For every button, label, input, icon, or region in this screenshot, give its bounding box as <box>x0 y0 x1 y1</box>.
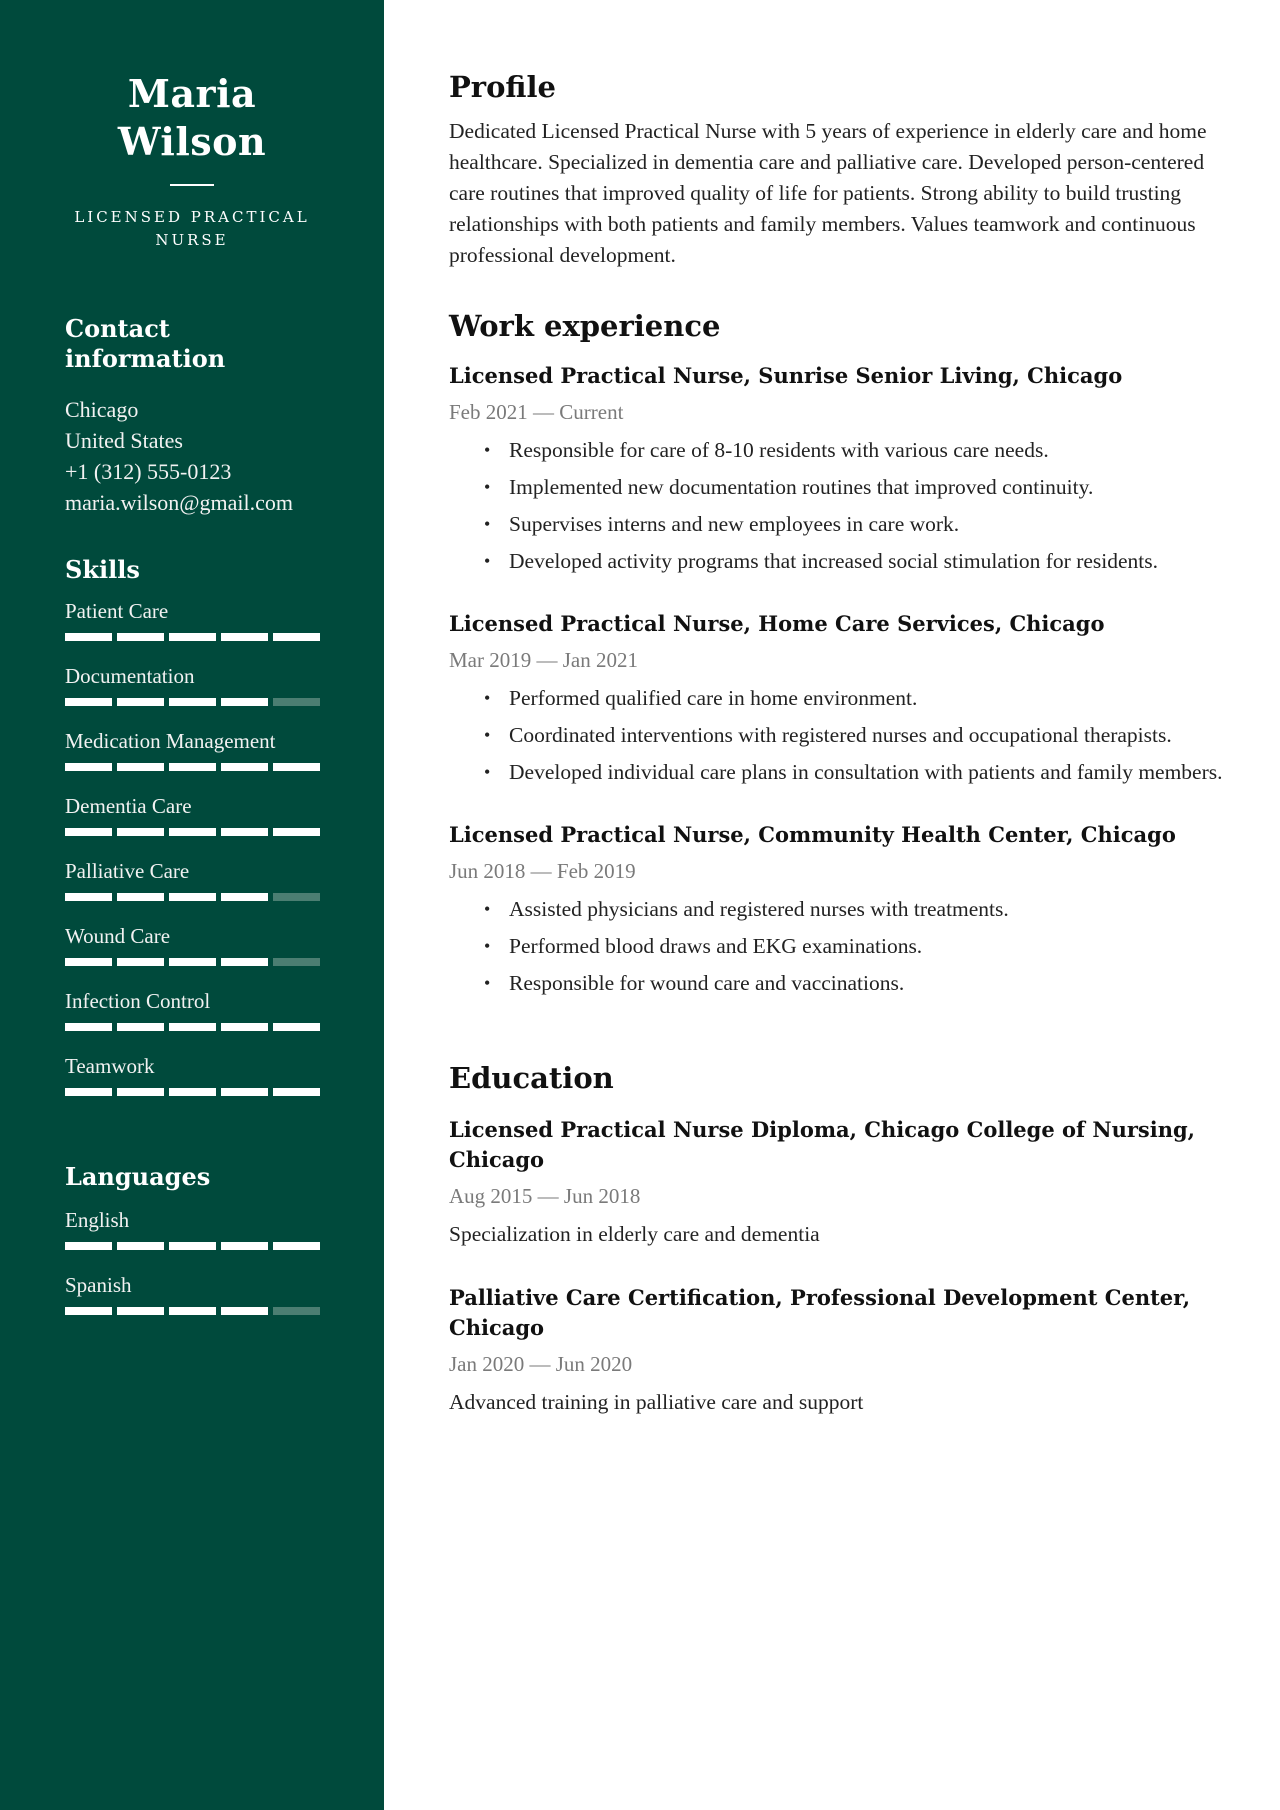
contact-list <box>65 394 319 518</box>
rating-segment-filled <box>65 1023 112 1031</box>
rating-segment-filled <box>273 1023 320 1031</box>
rating-segment-filled <box>65 633 112 641</box>
education-title: Licensed Practical Nurse Diploma, Chicago College of Nursing, Chicago <box>449 1117 1195 1172</box>
sidebar <box>0 0 384 1810</box>
job-bullet: • Performed qualified care in home environment. <box>484 683 1229 714</box>
education-entry <box>449 1115 1229 1249</box>
rating-segment-filled <box>169 1023 216 1031</box>
education-entry <box>449 1283 1229 1417</box>
job-bullet: • Assisted physicians and registered nurses with treatments. <box>484 894 1229 925</box>
rating-segment-filled <box>117 1242 164 1250</box>
rating-segment-filled <box>221 763 268 771</box>
job-entry <box>449 609 1229 788</box>
job-title: Licensed Practical Nurse, Community Health Center, Chicago <box>449 822 1176 847</box>
skill-medication-management <box>65 727 319 792</box>
language-rating <box>65 1242 320 1250</box>
rating-segment-filled <box>169 698 216 706</box>
skill-label: Infection Control <box>65 989 211 1013</box>
job-bullets <box>449 683 1229 788</box>
skill-rating <box>65 763 320 771</box>
job-bullet: • Performed blood draws and EKG examinations. <box>484 931 1229 962</box>
rating-segment-filled <box>221 1242 268 1250</box>
contact-country: United States <box>65 428 183 453</box>
skill-patient-care <box>65 597 319 662</box>
job-entry <box>449 361 1229 577</box>
rating-segment-filled <box>169 633 216 641</box>
profile-text: Dedicated Licensed Practical Nurse with 5 years of experience in elderly care and home healthcare. Specialized in dementia care and palliative care. Developed person-centered care routines that improved quality of life for patients. Strong ability to build trusting relationships with both patients and family members. Values teamwork and continuous professional development. <box>449 119 1207 267</box>
rating-segment-filled <box>65 958 112 966</box>
skill-label: Palliative Care <box>65 859 190 883</box>
skill-rating <box>65 698 320 706</box>
language-label: English <box>65 1208 130 1232</box>
rating-segment-filled <box>273 828 320 836</box>
rating-segment-filled <box>117 1023 164 1031</box>
education-dates: Aug 2015 — Jun 2018 <box>449 1184 641 1208</box>
rating-segment-filled <box>221 698 268 706</box>
skill-dementia-care <box>65 792 319 857</box>
job-bullet: • Responsible for care of 8-10 residents with various care needs. <box>484 435 1229 466</box>
rating-segment-filled <box>65 828 112 836</box>
rating-segment-filled <box>65 893 112 901</box>
skill-label: Documentation <box>65 664 195 688</box>
rating-segment-filled <box>169 1088 216 1096</box>
rating-segment-filled <box>169 1307 216 1315</box>
rating-segment-filled <box>117 1088 164 1096</box>
rating-segment-filled <box>169 958 216 966</box>
skills-heading: Skills <box>65 555 140 584</box>
skill-label: Teamwork <box>65 1054 155 1078</box>
language-label: Spanish <box>65 1273 132 1297</box>
education-dates: Jan 2020 — Jun 2020 <box>449 1352 633 1376</box>
rating-segment-filled <box>221 1307 268 1315</box>
rating-segment-filled <box>65 1242 112 1250</box>
rating-segment-filled <box>221 1088 268 1096</box>
skill-rating <box>65 633 320 641</box>
rating-segment-filled <box>221 828 268 836</box>
job-bullet: • Responsible for wound care and vaccinations. <box>484 968 1229 999</box>
language-rating <box>65 1307 320 1315</box>
rating-segment-empty <box>273 698 320 706</box>
language-list <box>65 1206 319 1336</box>
skill-label: Wound Care <box>65 924 171 948</box>
rating-segment-filled <box>169 893 216 901</box>
work-section <box>449 307 1229 999</box>
skill-label: Patient Care <box>65 599 169 623</box>
rating-segment-filled <box>221 958 268 966</box>
job-bullet: • Coordinated interventions with registered nurses and occupational therapists. <box>484 720 1229 751</box>
contact-phone[interactable]: +1 (312) 555-0123 <box>65 459 232 484</box>
rating-segment-filled <box>169 1242 216 1250</box>
skill-teamwork <box>65 1052 319 1117</box>
contact-heading: Contact information <box>65 314 226 373</box>
education-section <box>449 1059 1229 1417</box>
rating-segment-empty <box>273 1307 320 1315</box>
main-content <box>449 68 1229 1417</box>
profile-section <box>449 68 1229 271</box>
skill-label: Dementia Care <box>65 794 192 818</box>
job-title: Licensed Practical Nurse, Sunrise Senior Living, Chicago <box>449 363 1123 388</box>
skill-rating <box>65 828 320 836</box>
skill-list <box>65 597 319 1117</box>
rating-segment-filled <box>221 633 268 641</box>
rating-segment-empty <box>273 958 320 966</box>
job-bullet: • Implemented new documentation routines that improved continuity. <box>484 472 1229 503</box>
rating-segment-filled <box>117 698 164 706</box>
education-description: Specialization in elderly care and dementia <box>449 1222 820 1246</box>
job-bullets <box>449 894 1229 999</box>
rating-segment-filled <box>117 633 164 641</box>
profile-heading: Profile <box>449 70 556 104</box>
rating-segment-filled <box>117 1307 164 1315</box>
rating-segment-filled <box>117 828 164 836</box>
name-divider <box>170 184 214 186</box>
contact-email[interactable]: maria.wilson@gmail.com <box>65 490 293 515</box>
job-title: Licensed Practical Nurse, Home Care Services, Chicago <box>449 611 1105 636</box>
job-dates: Feb 2021 — Current <box>449 400 624 424</box>
skill-documentation <box>65 662 319 727</box>
job-bullets <box>449 435 1229 577</box>
language-spanish <box>65 1271 319 1336</box>
rating-segment-filled <box>65 698 112 706</box>
job-dates: Mar 2019 — Jan 2021 <box>449 648 638 672</box>
education-description: Advanced training in palliative care and support <box>449 1390 864 1414</box>
skill-label: Medication Management <box>65 729 276 753</box>
job-dates: Jun 2018 — Feb 2019 <box>449 859 636 883</box>
contact-city: Chicago <box>65 397 139 422</box>
rating-segment-filled <box>65 1088 112 1096</box>
skill-palliative-care <box>65 857 319 922</box>
languages-heading: Languages <box>65 1162 211 1191</box>
rating-segment-filled <box>273 763 320 771</box>
education-heading: Education <box>449 1061 614 1095</box>
rating-segment-filled <box>169 763 216 771</box>
rating-segment-empty <box>273 893 320 901</box>
skill-rating <box>65 1023 320 1031</box>
person-name: Maria Wilson <box>117 71 267 164</box>
rating-segment-filled <box>273 1088 320 1096</box>
skill-rating <box>65 893 320 901</box>
education-title: Palliative Care Certification, Professional Development Center, Chicago <box>449 1285 1190 1340</box>
job-bullet: • Developed individual care plans in consultation with patients and family members. <box>484 757 1229 788</box>
rating-segment-filled <box>273 1242 320 1250</box>
skill-rating <box>65 1088 320 1096</box>
job-entry <box>449 820 1229 999</box>
rating-segment-filled <box>221 1023 268 1031</box>
skill-rating <box>65 958 320 966</box>
work-heading: Work experience <box>449 309 721 343</box>
job-bullet: • Supervises interns and new employees in care work. <box>484 509 1229 540</box>
language-english <box>65 1206 319 1271</box>
rating-segment-filled <box>65 1307 112 1315</box>
rating-segment-filled <box>117 958 164 966</box>
skill-wound-care <box>65 922 319 987</box>
rating-segment-filled <box>65 763 112 771</box>
rating-segment-filled <box>221 893 268 901</box>
job-bullet: • Developed activity programs that increased social stimulation for residents. <box>484 546 1229 577</box>
rating-segment-filled <box>117 893 164 901</box>
person-title: LICENSED PRACTICAL NURSE <box>74 208 310 249</box>
rating-segment-filled <box>273 633 320 641</box>
rating-segment-filled <box>169 828 216 836</box>
skill-infection-control <box>65 987 319 1052</box>
rating-segment-filled <box>117 763 164 771</box>
